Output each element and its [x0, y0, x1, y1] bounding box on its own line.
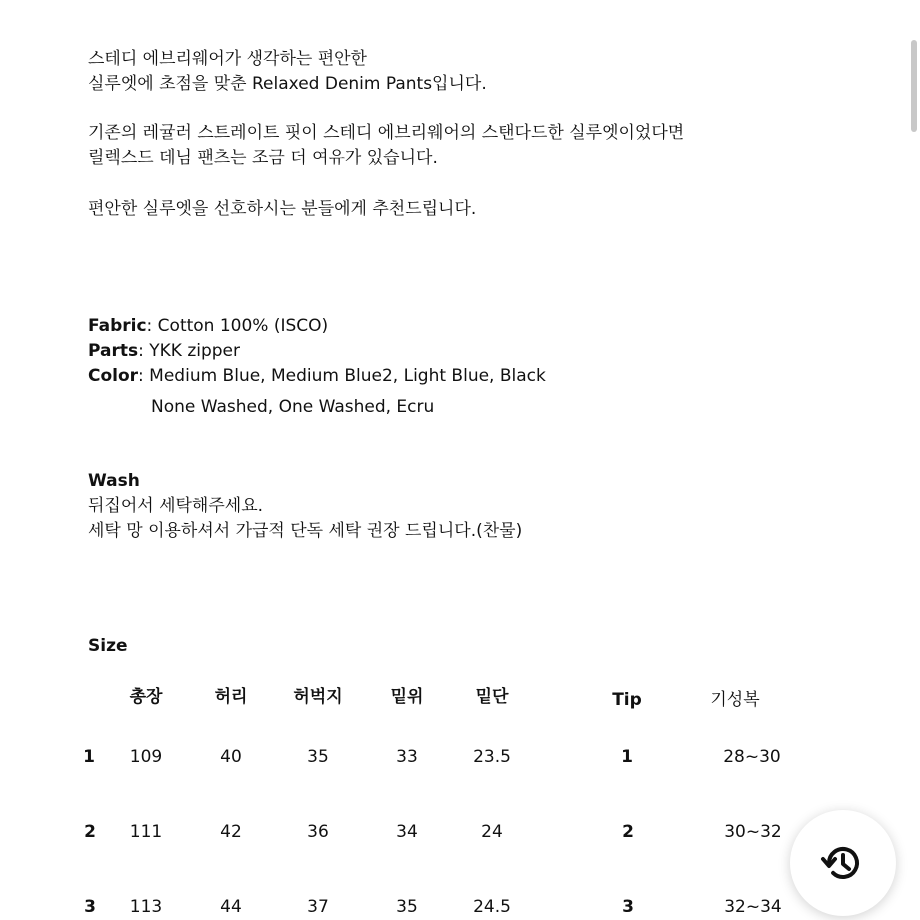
size-cell: 24.5: [473, 897, 511, 917]
size-cell: 36: [307, 822, 329, 842]
history-button[interactable]: [790, 810, 896, 916]
tip-row-label: 1: [621, 747, 633, 767]
history-icon: [819, 839, 867, 887]
tip-cell: 32~34: [724, 897, 782, 917]
color-value: : Medium Blue, Medium Blue2, Light Blue, Black: [138, 366, 546, 386]
tip-row-label: 3: [622, 897, 634, 917]
size-cell: 40: [220, 747, 242, 767]
wash-title: Wash: [88, 471, 140, 491]
parts-value: : YKK zipper: [138, 341, 241, 361]
size-row-label: 1: [83, 747, 95, 767]
wash-line-2: 세탁 망 이용하셔서 가급적 단독 세탁 권장 드립니다.(찬물): [88, 521, 523, 541]
size-cell: 35: [307, 747, 329, 767]
fabric-label: Fabric: [88, 316, 147, 336]
wash-line-1: 뒤집어서 세탁해주세요.: [88, 496, 264, 516]
color-spec: [88, 364, 546, 388]
fabric-value: : Cotton 100% (ISCO): [146, 316, 329, 336]
intro-line-1: 스테디 에브리웨어가 생각하는 편안한: [88, 49, 367, 69]
size-header-rise: 밑위: [390, 687, 424, 707]
size-row-label: 3: [84, 897, 96, 917]
intro-line-3: 기존의 레귤러 스트레이트 핏이 스테디 에브리웨어의 스탠다드한 실루엣이었다면: [88, 123, 685, 143]
size-cell: 24: [481, 822, 503, 842]
size-cell: 113: [129, 897, 163, 917]
size-header-waist: 허리: [214, 687, 248, 707]
page-scrollbar[interactable]: [911, 40, 917, 132]
size-header-thigh: 허벅지: [293, 687, 343, 707]
size-cell: 23.5: [473, 747, 511, 767]
parts-label: Parts: [88, 341, 139, 361]
size-cell: 109: [129, 747, 163, 767]
color-label: Color: [88, 366, 139, 386]
parts-spec: [88, 339, 240, 363]
size-cell: 34: [396, 822, 418, 842]
size-header-total-length: 총장: [129, 687, 163, 707]
tip-title: Tip: [612, 690, 642, 710]
tip-header-ready-to-wear: 기성복: [710, 690, 760, 710]
size-cell: 37: [307, 897, 329, 917]
fabric-spec: [88, 314, 328, 338]
size-row-label: 2: [84, 822, 96, 842]
tip-row-label: 2: [622, 822, 634, 842]
tip-cell: 28~30: [723, 747, 781, 767]
size-cell: 111: [129, 822, 163, 842]
color-value-continued: None Washed, One Washed, Ecru: [151, 397, 435, 417]
size-cell: 33: [396, 747, 418, 767]
size-cell: 44: [220, 897, 242, 917]
intro-line-4: 릴렉스드 데님 팬츠는 조금 더 여유가 있습니다.: [88, 148, 438, 168]
size-cell: 42: [220, 822, 242, 842]
intro-line-5: 편안한 실루엣을 선호하시는 분들에게 추천드립니다.: [88, 199, 477, 219]
size-cell: 35: [396, 897, 418, 917]
intro-line-2: 실루엣에 초점을 맞춘 Relaxed Denim Pants입니다.: [88, 74, 487, 94]
size-header-hem: 밑단: [475, 687, 509, 707]
size-title: Size: [88, 636, 128, 656]
tip-cell: 30~32: [724, 822, 782, 842]
